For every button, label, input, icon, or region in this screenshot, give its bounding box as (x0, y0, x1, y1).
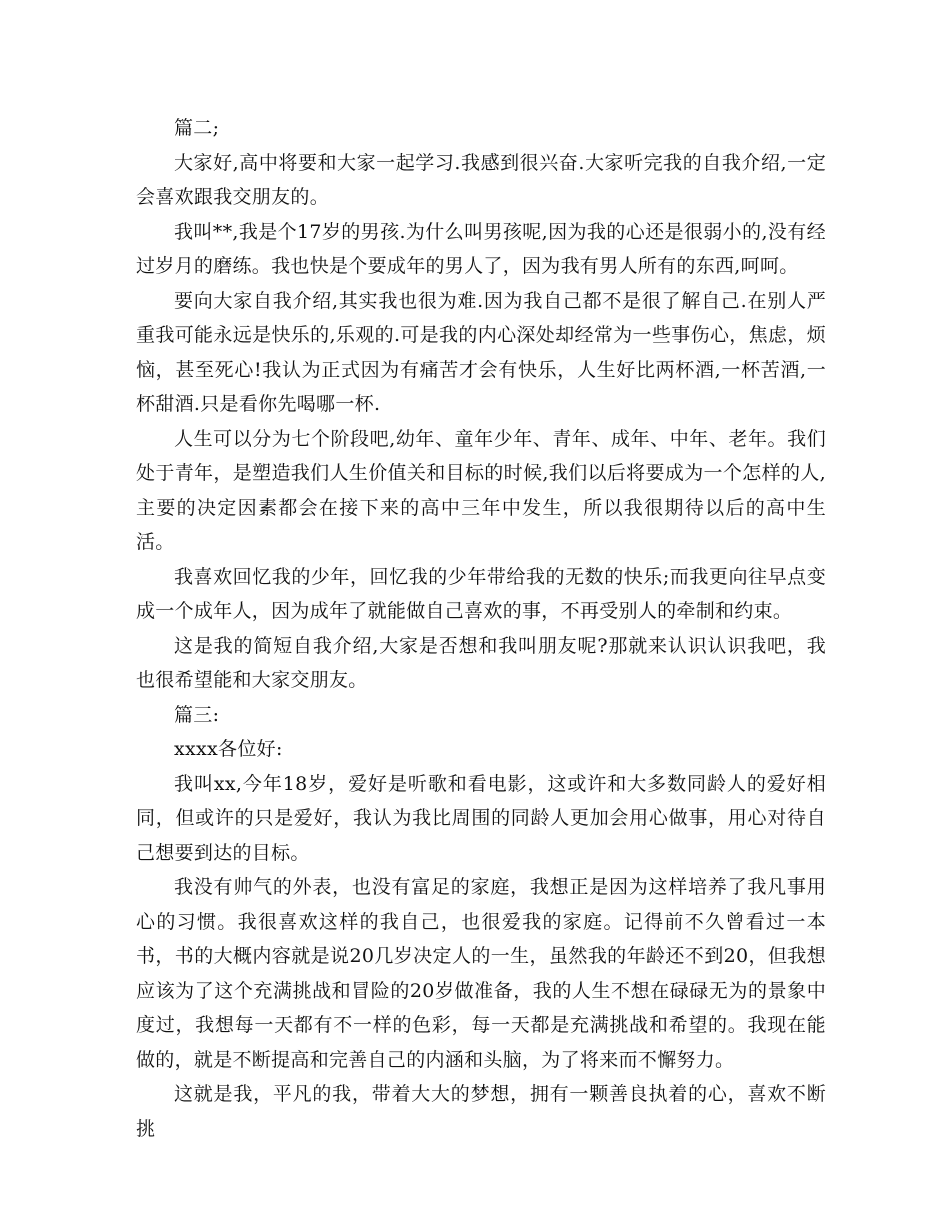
paragraph: 人生可以分为七个阶段吧,幼年、童年少年、青年、成年、中年、老年。我们处于青年，是塑造我们人生价值关和目标的时候,我们以后将要成为一个怎样的人,主要的决定因素都会在接下来的高中三年中发生，所以我很期待以后的高中生活。 (136, 427, 826, 553)
section-heading: 篇三: (174, 703, 220, 726)
paragraph: 这是我的简短自我介绍,大家是否想和我叫朋友呢?那就来认识认识我吧，我也很希望能和大家交朋友。 (136, 634, 826, 691)
section-heading: 篇二; (174, 117, 220, 139)
paragraph: 我叫**,我是个17岁的男孩.为什么叫男孩呢,因为我的心还是很弱小的,没有经过岁月的磨练。我也快是个要成年的男人了，因为我有男人所有的东西,呵呵。 (136, 220, 826, 277)
paragraph: 大家好,高中将要和大家一起学习.我感到很兴奋.大家听完我的自我介绍,一定会喜欢跟我交朋友的。 (136, 151, 826, 208)
paragraph: 这就是我，平凡的我，带着大大的梦想，拥有一颗善良执着的心，喜欢不断挑 (136, 1083, 826, 1140)
greeting-line: xxxx各位好: (174, 738, 283, 760)
paragraph: 要向大家自我介绍,其实我也很为难.因为我自己都不是很了解自己.在别人严重我可能永远是快乐的,乐观的.可是我的内心深处却经常为一些事伤心，焦虑，烦恼，甚至死心!我认为正式因为有痛苦才会有快乐，人生好比两杯酒,一杯苦酒,一杯甜酒.只是看你先喝哪一杯. (136, 289, 826, 415)
paragraph: 我没有帅气的外表，也没有富足的家庭，我想正是因为这样培养了我凡事用心的习惯。我很喜欢这样的我自己，也很爱我的家庭。记得前不久曾看过一本书，书的大概内容就是说20几岁决定人的一生，虽然我的年龄还不到20，但我想应该为了这个充满挑战和冒险的20岁做准备，我的人生不想在碌碌无为的景象中度过，我想每一天都有不一样的色彩，每一天都是充满挑战和希望的。我现在能做的，就是不断提高和完善自己的内涵和头脑，为了将来而不懈努力。 (136, 876, 826, 1071)
document-body (136, 111, 826, 1146)
paragraph: 我喜欢回忆我的少年，回忆我的少年带给我的无数的快乐;而我更向往早点变成一个成年人，因为成年了就能做自己喜欢的事，不再受别人的牵制和约束。 (136, 565, 826, 622)
paragraph: 我叫xx,今年18岁，爱好是听歌和看电影，这或许和大多数同龄人的爱好相同，但或许的只是爱好，我认为我比周围的同龄人更加会用心做事，用心对待自己想要到达的目标。 (136, 772, 826, 864)
